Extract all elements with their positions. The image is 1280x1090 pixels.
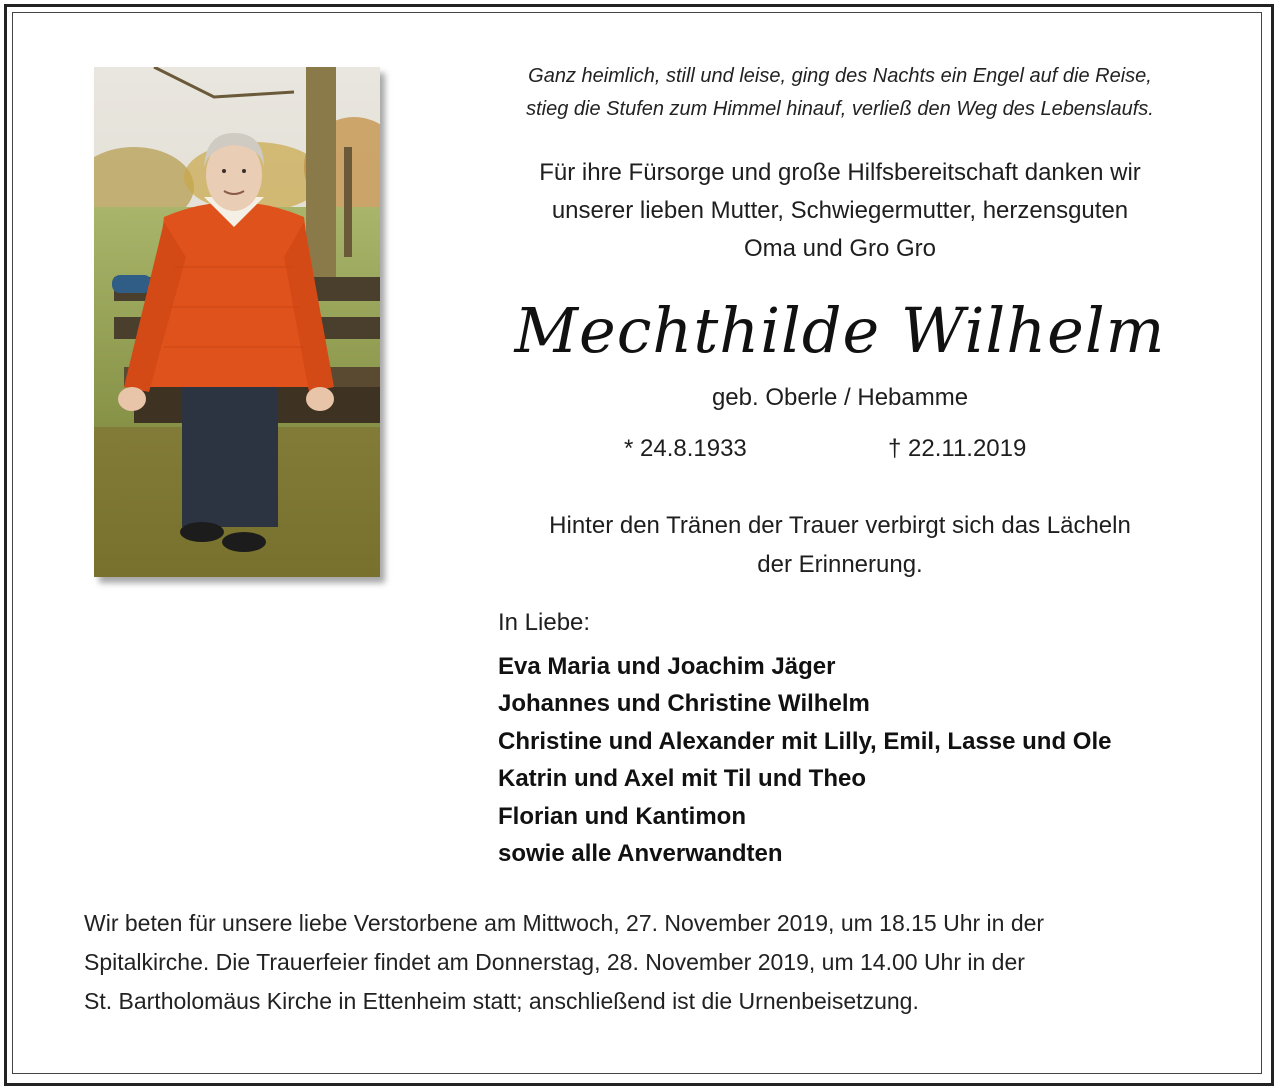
- service-line: Wir beten für unsere liebe Verstorbene am Mittwoch, 27. November 2019, um 18.15 Uhr in der: [84, 910, 1045, 936]
- poem-line: Ganz heimlich, still und leise, ging des Nachts ein Engel auf die Reise,: [528, 65, 1152, 87]
- life-dates: [440, 430, 1240, 470]
- service-line: St. Bartholomäus Kirche in Ettenheim statt; anschließend ist die Urnenbeisetzung.: [84, 988, 919, 1014]
- mourner-entry: Eva Maria und Joachim Jäger: [498, 653, 836, 680]
- portrait-illustration: [94, 67, 380, 577]
- poem-line: stieg die Stufen zum Himmel hinauf, verließ den Weg des Lebenslaufs.: [526, 98, 1154, 120]
- quote-line: der Erinnerung.: [757, 551, 923, 578]
- mourner-entry: Katrin und Axel mit Til und Theo: [498, 765, 867, 793]
- death-date: † 22.11.2019: [888, 435, 1027, 462]
- mourner-entry: Christine und Alexander mit Lilly, Emil, Lasse und Ole: [498, 727, 1112, 755]
- mourner-entry: sowie alle Anverwandten: [498, 840, 783, 868]
- thanks-line: Für ihre Fürsorge und große Hilfsbereitschaft danken wir: [539, 159, 1141, 186]
- poem: [440, 60, 1240, 126]
- thanks-text: [440, 154, 1240, 268]
- mourner-entry: Johannes und Christine Wilhelm: [498, 690, 870, 718]
- maiden-name-profession: geb. Oberle / Hebamme: [711, 384, 969, 411]
- portrait-photo: [94, 67, 380, 577]
- deceased-name: Mechthilde Wilhelm: [514, 294, 1166, 367]
- birth-date: * 24.8.1933: [624, 435, 747, 462]
- thanks-line: Oma und Gro Gro: [743, 235, 937, 262]
- thanks-line: unserer lieben Mutter, Schwiegermutter, herzensguten: [551, 197, 1129, 224]
- service-information: [84, 904, 1224, 1021]
- mourners-list: [498, 648, 1111, 872]
- memorial-quote: [440, 506, 1240, 584]
- quote-line: Hinter den Tränen der Trauer verbirgt sich das Lächeln: [549, 512, 1131, 539]
- mourners-intro: In Liebe:: [498, 609, 591, 636]
- service-line: Spitalkirche. Die Trauerfeier findet am Donnerstag, 28. November 2019, um 14.00 Uhr in der: [84, 949, 1025, 975]
- mourner-entry: Florian und Kantimon: [498, 802, 746, 830]
